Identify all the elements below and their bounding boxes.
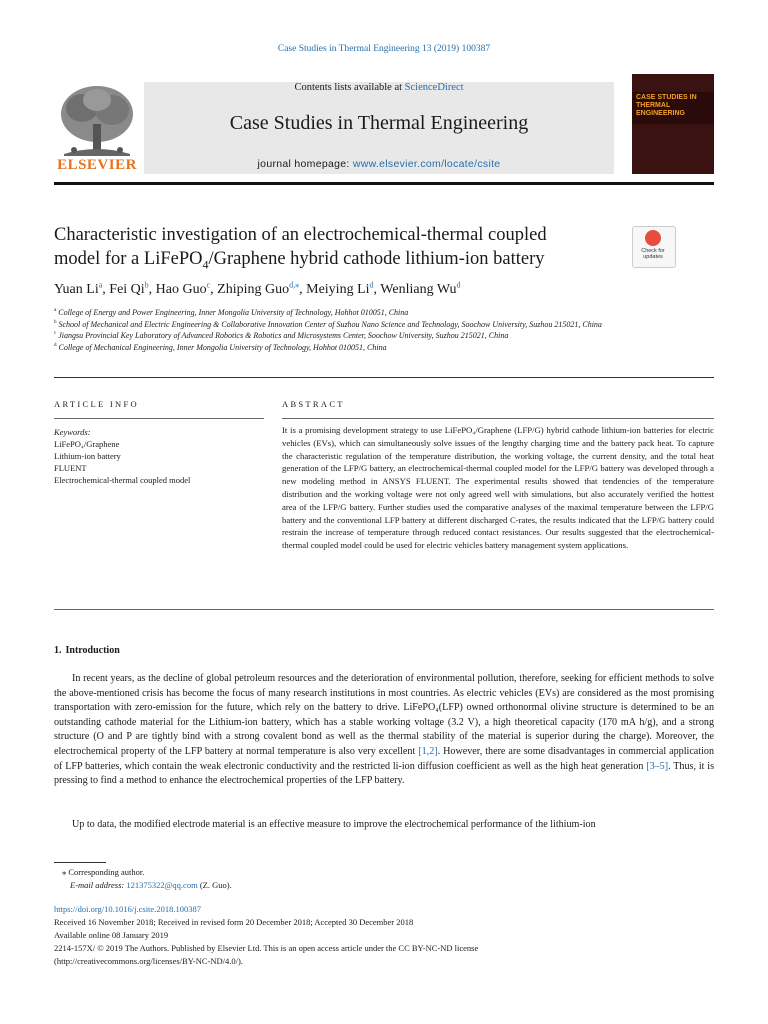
affiliation-key: c (54, 331, 57, 337)
journal-cover-image[interactable] (632, 74, 714, 174)
section-number: 1. (54, 645, 62, 656)
abstract-text: It is a promising development strategy to use LiFePO₄/Graphene (LFP/G) hybrid cathode lithium-ion batteries for electric vehicles (EVs), which can simultaneously solve issues of the lengthy charging time and the battery pack heat. To capture the characteristic regulation of the temperature distribution, the working voltage, the current density, and the total heat generation of the LFP/G battery, an electrochemical-thermal coupled model for the LFP/G battery was developed through a new modeling method in ANSYS FLUENT. The experimental results showed that tendencies of the temperature distribution and the working voltage were not only agreed well with simulations, but also accurately verified the hottest area of the LFP/G battery. Further studies used the comparative analyses of the maximal temperature between the LFP/G battery and the conventional LFP battery at different discharged C-rates, the results indicated that the LFP/G battery could restrain the increase of temperature through reduced contact resistances. Our results suggested that the electrochemical-thermal coupled model could be used for electric vehicles battery management system applications. (282, 425, 714, 551)
author-name: Hao Guo (155, 282, 207, 297)
contents-line (144, 82, 614, 93)
author-affiliation-link[interactable]: d (456, 280, 461, 290)
keywords-label: Keywords: (54, 427, 91, 437)
affiliation-key: a (54, 308, 57, 314)
doi-link[interactable]: https://doi.org/10.1016/j.csite.2018.100387 (54, 904, 201, 914)
email-suffix: (Z. Guo). (197, 880, 232, 890)
author-affiliation-link[interactable]: c (206, 280, 211, 290)
author-name: Yuan Li (54, 282, 99, 297)
email-note (70, 880, 232, 890)
keyword-item: FLUENT (54, 463, 87, 473)
affiliation-item (54, 342, 654, 354)
affiliation-item (54, 307, 654, 319)
title-line-2-pre: model for a LiFePO (54, 248, 203, 269)
affiliation-item (54, 330, 654, 342)
journal-reference[interactable]: Case Studies in Thermal Engineering 13 (2019) 100387 (277, 44, 491, 54)
intro-text: . Thus, it is pressing to find a method to enhance the electrochemical properties of the LFP battery. (54, 760, 714, 787)
affiliation-key: b (54, 319, 57, 325)
license-line-2[interactable]: (http://creativecommons.org/licenses/BY-NC-ND/4.0/). (54, 956, 243, 966)
keyword-item: Lithium-ion battery (54, 451, 121, 461)
header-rule (54, 182, 714, 185)
homepage-line (144, 158, 614, 170)
intro-text: In recent years, as the decline of global petroleum resources and the deterioration of environmental pollution, therefore, seeking for efficient methods to solve the above-mentioned crisis has become the focus of many research institutions in most countries. As electric vehicles (EVs) are considered as the most promising transportation with zero-emission for the future, which rely on the battery to drive. LiFePO₄(LFP) owned orthonormal olivine structure is determined to be an outstanding cathode material for the Lithium-ion battery, which has a stable working voltage (3.2 V), a high theoretical capacity (170 mA h/g), and a strong structure (O and P are tightly bind with a strong covalent bond as well as the thermal stability of the material is superior during the charge). Moreover, the electrochemical property of the LFP battery at normal temperature is also very excellent (54, 673, 714, 757)
abstract-bottom-rule (54, 609, 714, 610)
citation-link[interactable]: [1,2] (418, 745, 438, 757)
author-name: Zhiping Guo (217, 282, 290, 297)
abstract-rule (282, 418, 714, 419)
affiliation-list (54, 307, 654, 353)
footnote-rule (54, 862, 106, 863)
intro-paragraph-2: Up to data, the modified electrode material is an effective measure to improve the electrochemical performance of the lithium-ion (72, 819, 596, 830)
elsevier-wordmark: ELSEVIER (57, 157, 137, 173)
check-updates-label: Check for updates (641, 248, 665, 260)
abstract-heading: ABSTRACT (282, 399, 345, 409)
title-line-2-post: /Graphene hybrid cathode lithium-ion battery (208, 248, 545, 269)
affiliation-text: College of Energy and Power Engineering, Inner Mongolia University of Technology, Hohhot 010051, China (58, 308, 409, 317)
author-name: Wenliang Wu (380, 282, 457, 297)
license-line-1: 2214-157X/ © 2019 The Authors. Published by Elsevier Ltd. This is an open access article under the CC BY-NC-ND license (54, 943, 479, 953)
journal-cover-title: CASE STUDIES IN THERMAL ENGINEERING (636, 94, 697, 117)
contents-prefix: Contents lists available at (294, 82, 405, 93)
journal-title: Case Studies in Thermal Engineering (229, 112, 529, 134)
author-list: Yuan Li$^a$, Fei Qi$^b$, Hao Guo$^c$, Zhiping Guo$^{d,⁎}$, Meiying Li$^d$, Wenliang Wu$^d$ (54, 280, 461, 297)
affiliation-text: College of Mechanical Engineering, Inner Mongolia University of Technology, Hohhot 010051, China (58, 342, 387, 352)
title-subscript: 4 (202, 257, 209, 272)
intro-paragraph-1 (54, 672, 714, 789)
author-affiliation-link[interactable]: d,⁎ (289, 280, 300, 290)
received-dates: Received 16 November 2018; Received in revised form 20 December 2018; Accepted 30 December 2018 (54, 917, 414, 927)
title-line-1: Characteristic investigation of an electrochemical-thermal coupled (54, 225, 547, 245)
author-name: Fei Qi (109, 282, 145, 297)
section-title: Introduction (65, 645, 120, 656)
homepage-prefix: journal homepage: (257, 158, 353, 170)
affiliation-text: School of Mechanical and Electric Engineering & Collaborative Innovation Center of Suzhou Nano Science and Technology, Soochow University, Suzhou 215021, China (58, 319, 602, 329)
author-affiliation-link[interactable]: d (369, 280, 374, 290)
email-label: E-mail address: (70, 880, 127, 890)
keyword-item: LiFePO₄/Graphene (54, 439, 120, 449)
homepage-link[interactable]: www.elsevier.com/locate/csite (352, 158, 501, 170)
article-info-heading: ARTICLE INFO (54, 399, 139, 409)
check-updates-icon (645, 230, 661, 246)
author-affiliation-link[interactable]: b (144, 280, 149, 290)
article-info-rule (54, 418, 264, 419)
email-link[interactable]: 121375322@qq.com (126, 880, 198, 890)
affiliation-key: d (54, 342, 57, 348)
affiliation-text: Jiangsu Provincial Key Laboratory of Advanced Robotics & Robotics and Microsystems Center, Soochow University, Suzhou 215021, China (58, 331, 509, 340)
corresponding-author-note: ⁎ Corresponding author. (62, 867, 145, 877)
affiliation-item (54, 319, 654, 331)
keywords-block (54, 426, 264, 486)
article-title (54, 224, 624, 277)
keyword-item: Electrochemical-thermal coupled model (54, 475, 191, 485)
author-affiliation-link[interactable]: a (98, 280, 103, 290)
intro-text: . However, there are some disadvantages in commercial application of LFP batteries, which contain the weak electronic conductivity and the restricted li-ion diffusion coefficient as well as the high heat generation (54, 745, 714, 772)
section-rule (54, 377, 714, 378)
section-heading-introduction (54, 645, 120, 656)
author-name: Meiying Li (306, 282, 370, 297)
sciencedirect-link[interactable]: ScienceDirect (404, 82, 464, 93)
online-date: Available online 08 January 2019 (54, 930, 169, 940)
citation-link[interactable]: [3–5] (646, 760, 669, 772)
